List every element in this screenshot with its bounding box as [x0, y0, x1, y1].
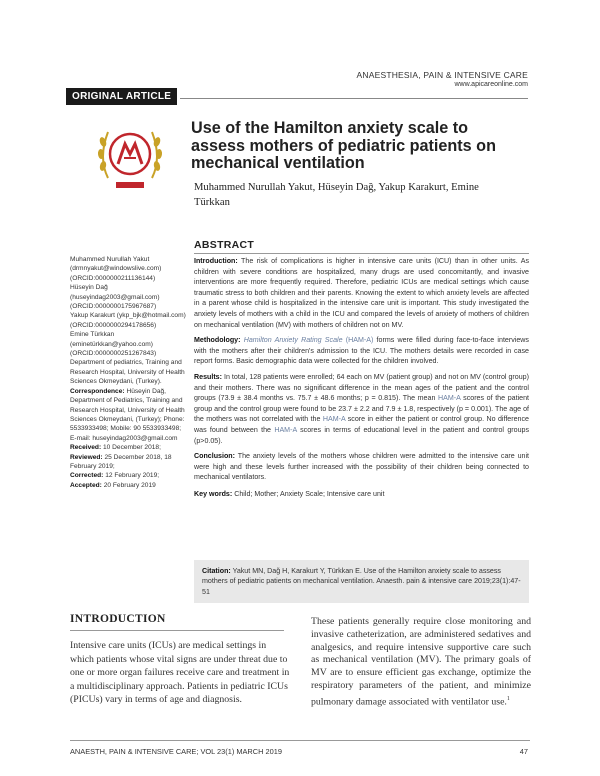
results-hama-1: HAM-A	[438, 394, 461, 403]
page-number: 47	[519, 747, 528, 756]
introduction-column-2: These patients generally require close monitoring and invasive catheterization, are administered sedatives and analgesics, and require intensive supportive care such as mechanical ventilation (MV). The primary goals of MV are to ensure efficient gas exchange, optimize the respiratory parameters of the patient, and minimize pulmonary damage associated with ventilator use.$^1$	[311, 616, 531, 708]
introduction-column-1: Intensive care units (ICUs) are medical settings in which patients whose vital signs are under threat due to one or more organ failures receive care and treatment in a multidisciplinary approach. Patients in pediatric ICUs (PICUs) vary in terms of age and diagnosis.	[70, 640, 290, 706]
correspondence-label: Correspondence:	[70, 387, 125, 395]
journal-url[interactable]: www.apicareonline.com	[454, 81, 528, 88]
affiliation: Department of pediatrics, Training and Research Hospital, University of Health Sciences Okmeydani, (Turkey).	[70, 359, 185, 386]
corrected-date	[70, 471, 188, 480]
methodology-scale: Hamilton Anxiety Rating Scale	[243, 336, 343, 345]
header-divider	[180, 98, 528, 99]
conclusion-label: Conclusion:	[194, 452, 235, 461]
logo-ribbon-icon	[116, 182, 144, 188]
results-label: Results:	[194, 372, 222, 381]
author-3-info: Yakup Karakurt (ykp_bjk@hotmail.com) (ORCID:0000000294178656)	[70, 312, 186, 329]
abstract-divider	[194, 253, 529, 254]
introduction-divider	[70, 630, 284, 631]
introduction-heading: INTRODUCTION	[70, 613, 166, 625]
accepted-date	[70, 481, 188, 490]
footer-divider	[70, 740, 530, 741]
abstract-methodology	[194, 335, 529, 367]
reviewed-date	[70, 453, 188, 472]
results-hama-2: HAM-A	[322, 415, 346, 424]
reviewed-label: Reviewed:	[70, 453, 103, 461]
abstract-heading: ABSTRACT	[194, 239, 255, 251]
results-text-1: In total, 128 patients were enrolled; 64 each on MV (patient group) and not on MV (control group) and their mothers. There was no significant difference in the mean ages of the patient and the control groups (73.9 ± 38.4 months vs. 75.7 ± 48.6 months; p = 0.815). The mean	[194, 372, 529, 403]
accepted-label: Accepted:	[70, 481, 102, 489]
journal-name: ANAESTHESIA, PAIN & INTENSIVE CARE	[356, 70, 528, 80]
results-hama-3: HAM-A	[274, 425, 297, 434]
introduction-column-2-text: These patients generally require close monitoring and invasive catheterization, are administered sedatives and analgesics, and require intensive supportive care such as mechanical ventilation (MV). The primary goals of MV are to ensure efficient gas exchange, optimize the respiratory parameters of the patient, and minimize pulmonary damage associated with ventilator use.	[311, 616, 531, 708]
conclusion-text: The anxiety levels of the mothers whose children were admitted to the intensive care unit were high and these levels further increased with the possibility of their children being connected to mechanical ventilators.	[194, 452, 530, 482]
correspondence	[70, 387, 188, 443]
results-text-2: scores of the patient group and the control group were found to be 23.7 ± 2.2 and 7.9 ± 1.8, respectively (p = 0.001). The age of the mothers was not correlated with the	[194, 394, 530, 424]
keywords-text: Child; Mother; Anxiety Scale; Intensive care unit	[234, 489, 385, 498]
author-info-sidebar	[70, 255, 188, 490]
methodology-abbr: (HAM-A)	[345, 336, 374, 345]
received-label: Received:	[70, 444, 102, 452]
introduction-label: Introduction:	[194, 257, 238, 265]
journal-logo-icon	[94, 118, 166, 196]
corrected-text: 12 February 2019;	[105, 472, 160, 480]
citation-label: Citation:	[202, 567, 231, 575]
citation-text: Yakut MN, Dağ H, Karakurt Y, Türkkan E. Use of the Hamilton anxiety scale to assess mothers of pediatric patients on mechanical ventilation. Anaesth. pain & intensive care 2019;23(1):47-51	[202, 567, 521, 596]
author-4-info: Emine Türkkan (eminetürkkan@yahoo.com) (ORCID:0000000251267843)	[70, 331, 157, 358]
author-1-info: Muhammed Nurullah Yakut (drmnyakut@windowslive.com) (ORCID:0000000211136144)	[70, 256, 162, 282]
results-text-4: scores in terms of educational level in the patient and control groups (p>0.05).	[194, 425, 530, 445]
methodology-label: Methodology:	[194, 336, 241, 345]
received-text: 10 December 2018;	[103, 444, 161, 452]
methodology-text: forms were filled during face-to-face interviews with the mothers after their children's admission to the ICU. The mothers details were recorded in case report forms. Basic demographic data were collected for the children involved.	[194, 336, 529, 366]
author-2-info: Hüseyin Dağ (huseyindag2003@gmail.com) (ORCID:0000000175967687)	[70, 284, 160, 311]
correspondence-text: Hüseyin Dağ, Department of Pediatrics, Training and Research Hospital, University of Health Sciences Okmeydani, (Turkey); Phone: 5533933498; Mobile: 90 5533933498; E-mail: huseyindag2003@gmail.com	[70, 387, 185, 442]
article-title: Use of the Hamilton anxiety scale to assess mothers of pediatric patients on mechanical ventilation	[191, 119, 496, 172]
corrected-label: Corrected:	[70, 472, 104, 480]
received-date	[70, 443, 188, 452]
keywords-label: Key words:	[194, 489, 233, 498]
abstract-results	[194, 372, 529, 446]
footer-journal-info: ANAESTH, PAIN & INTENSIVE CARE; VOL 23(1) MARCH 2019	[70, 747, 282, 756]
article-type-badge: ORIGINAL ARTICLE	[66, 88, 177, 105]
accepted-text: 20 February 2019	[103, 481, 156, 489]
results-text-3: score in either the patient or control group. No difference was found between the	[194, 415, 529, 434]
citation-box	[194, 560, 529, 603]
abstract-body	[194, 256, 529, 504]
author-list: Muhammed Nurullah Yakut, Hüseyin Dağ, Yakup Karakurt, Emine Türkkan	[194, 182, 479, 208]
reviewed-text: 25 December 2018, 18 February 2019;	[70, 453, 172, 470]
abstract-keywords	[194, 489, 529, 500]
abstract-conclusion	[194, 451, 529, 483]
abstract-introduction	[194, 256, 529, 330]
journal-header	[357, 70, 529, 88]
introduction-text: The risk of complications is higher in intensive care units (ICU) than in other units. As children with severe conditions are hospitalized, many drugs are used concomitantly, and invasive interventions are more frequently required. Therefore, pediatric ICUs are medical settings which cause traumatic stress to both children and their parents. Knowing the extent to which anxiety levels are affected in a parent whose child is hospitalized in the intensive care unit is important. This study investigated the anxiety levels of mothers with a child in the ICU and compared the levels of anxiety of mothers of children on mechanical ventilation (MV) with mothers of children not on MV.	[194, 257, 530, 329]
